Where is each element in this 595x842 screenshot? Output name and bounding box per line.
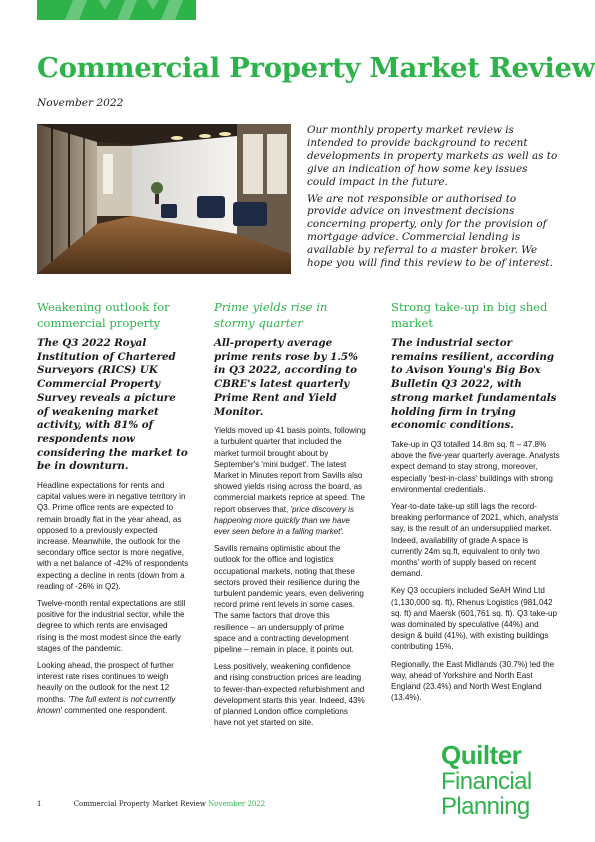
brand-bar [37,0,196,20]
article-weakening-outlook [37,300,189,722]
article-lead: The Q3 2022 Royal Institution of Chartered Surveyors (RICS) UK Commercial Property Survey reveals a picture of weakening market activity, with 81% of respondents now considering the market to be in downturn. [37,337,188,473]
intro-paragraph: Our monthly property market review is intended to provide background to recent developments in property markets as well as to give an indication of how some key issues could impact in the future. [307,124,558,188]
article-quote: 'price discovery is happening more quickly than we have ever seen before in a falling market'. [214,504,355,537]
article-paragraph: Headline expectations for rents and capital values were in negative territory in Q3. Prime office rents are expected to remain broadly flat in the year ahead, as opposed to a previously expected increase. Meanwhile, the outlook for the secondary office sector is more negative, with a net balance of -42% of respondents expecting a decline in rents (down from a reading of -26% in Q2). [37,481,189,591]
article-paragraph: Key Q3 occupiers included SeAH Wind Ltd (1,130,000 sq. ft), Rhenus Logistics (981,042 sq. ft) and Maersk (601,761 sq. ft). Q3 take-up was dominated by speculative (44%) and design & build (41%), with existing buildings contributing 15%. [391,586,558,652]
article-quote: 'The full extent is not currently known' [37,694,176,715]
brand-pattern-icon [37,0,196,20]
intro-text [307,124,559,274]
article-paragraph: Savills remains optimistic about the outlook for the office and logistics occupational markets, noting that these sectors proved their resilience during the turbulent pandemic years, even delivering record prime rent levels in some cases. The same factors that drove this resilience – an undersupply of prime space and a contracting development pipeline – remain in place, it points out. [214,544,364,655]
article-prime-yields [214,300,366,735]
article-heading: Weakening outlook for commercial property [37,300,170,330]
article-paragraph: Regionally, the East Midlands (30.7%) led the way, ahead of Yorkshire and North East England (23.4%) and North West England (13.4%). [391,659,555,703]
article-text: Yields moved up 41 basis points, following a turbulent quarter that included the market turmoil brought about by September's 'mini budget'. The latest Market in Minutes report from Savills also showed yields rising across the board, as commercial markets reprice at speed. The report observes that, [214,426,366,514]
logo-line: Financial [441,768,532,795]
footer-date: November 2022 [208,800,266,808]
office-corridor-photo [37,124,291,274]
article-text: Looking ahead, the prospect of further interest rate rises continues to weigh heavily on the outlook for the next 12 months. [37,661,174,704]
article-lead: All-property average prime rents rose by 1.5% in Q3 2022, according to CBRE's latest quarterly Prime Rent and Yield Monitor. [214,337,358,418]
quilter-logo [441,742,561,819]
article-strong-takeup [391,300,561,709]
article-paragraph [37,660,189,716]
article-paragraph: Less positively, weakening confidence and rising construction prices are leading to fewer-than-expected refurbishment and development starts this year. Indeed, 43% of planned London office completions have not yet started on site. [214,662,365,728]
article-paragraph: Take-up in Q3 totalled 14.8m sq. ft – 47.8% above the five-year quarterly average. Analysts expect demand to stay strong, moreover, especially 'best-in-class' buildings with strong environmental credentials. [391,439,560,494]
article-heading: Strong take-up in big shed market [391,300,548,330]
article-text: commented one respondent. [61,705,168,715]
article-paragraph [214,425,366,537]
article-paragraph: Twelve-month rental expectations are still positive for the industrial sector, while the degree to which rents are envisaged rising is the most modest since the early stages of the pandemic. [37,599,186,653]
logo-line: Planning [441,793,530,820]
issue-date: November 2022 [37,97,124,109]
page-footer [37,800,265,808]
footer-title: Commercial Property Market Review [73,800,206,808]
article-lead: The industrial sector remains resilient, according to Avison Young's Big Box Bulletin Q3 2022, with strong market fundamentals holding firm in trying economic conditions. [391,337,557,432]
article-paragraph: Year-to-date take-up still lags the record-breaking performance of 2021, which, analysts say, is the result of an undersupplied market. Indeed, availability of grade A space is currently 24m sq.ft, equivalent to only two months' worth of supply based on recent demand. [391,501,559,579]
page-number: 1 [37,800,42,808]
article-heading: Prime yields rise in stormy quarter [214,300,328,330]
intro-paragraph: We are not responsible or authorised to provide advice on investment decisions concerning property, only for the provision of mortgage advice. Commercial lending is available by referral to a master broker. We hope you will find this review to be of interest. [307,192,553,270]
logo-line: Quilter [441,740,522,770]
page-title: Commercial Property Market Review [37,52,595,84]
